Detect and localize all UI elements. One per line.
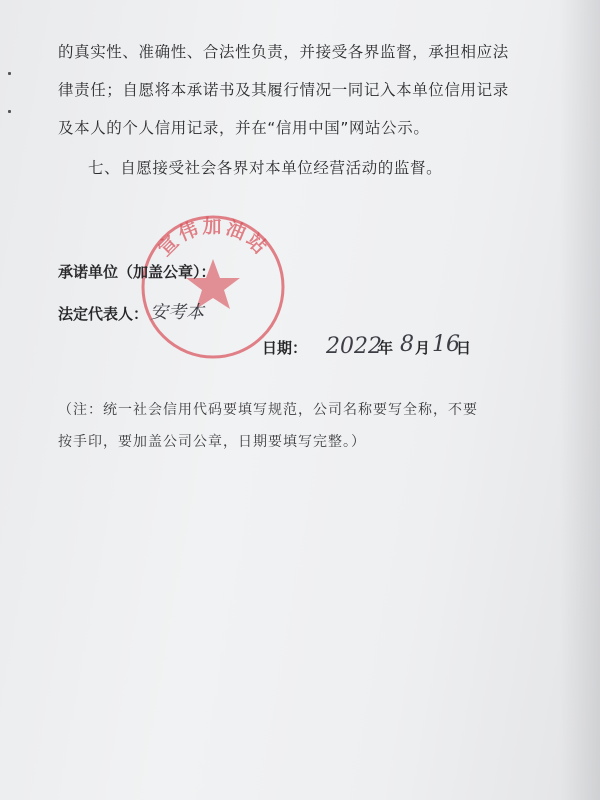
margin-mark — [8, 110, 11, 113]
date-day-char: 日 — [456, 339, 472, 357]
note-line-1: （注：统一社会信用代码要填写规范，公司名称要写全称，不要 — [58, 402, 478, 418]
date-day: 16 — [432, 332, 460, 357]
paragraph-line-3: 及本人的个人信用记录，并在“信用中国”网站公示。 — [58, 119, 430, 137]
rep-signature: 安考本 — [150, 302, 204, 323]
paragraph-line-1: 的真实性、准确性、合法性负责，并接受各界监督，承担相应法 — [58, 43, 509, 61]
margin-mark — [8, 72, 11, 75]
paragraph-line-2: 律责任；自愿将本承诺书及其履行情况一同记入本单位信用记录 — [58, 81, 509, 99]
date-month: 8 — [400, 332, 414, 357]
clause-seven: 七、自愿接受社会各界对本单位经营活动的监督。 — [88, 159, 443, 177]
date-year-char: 年 — [378, 339, 394, 357]
date-label: 日期： — [262, 339, 308, 357]
rep-label: 法定代表人： — [58, 305, 149, 323]
note-line-2: 按手印，要加盖公司公章，日期要填写完整。） — [58, 434, 366, 450]
date-month-char: 月 — [415, 339, 431, 357]
date-year: 2022 — [326, 334, 382, 359]
seal-text — [153, 215, 273, 261]
unit-label: 承诺单位（加盖公章）： — [58, 263, 216, 281]
seal-text-path: 宣伟加油站 — [154, 215, 273, 261]
page-shadow — [560, 0, 600, 800]
